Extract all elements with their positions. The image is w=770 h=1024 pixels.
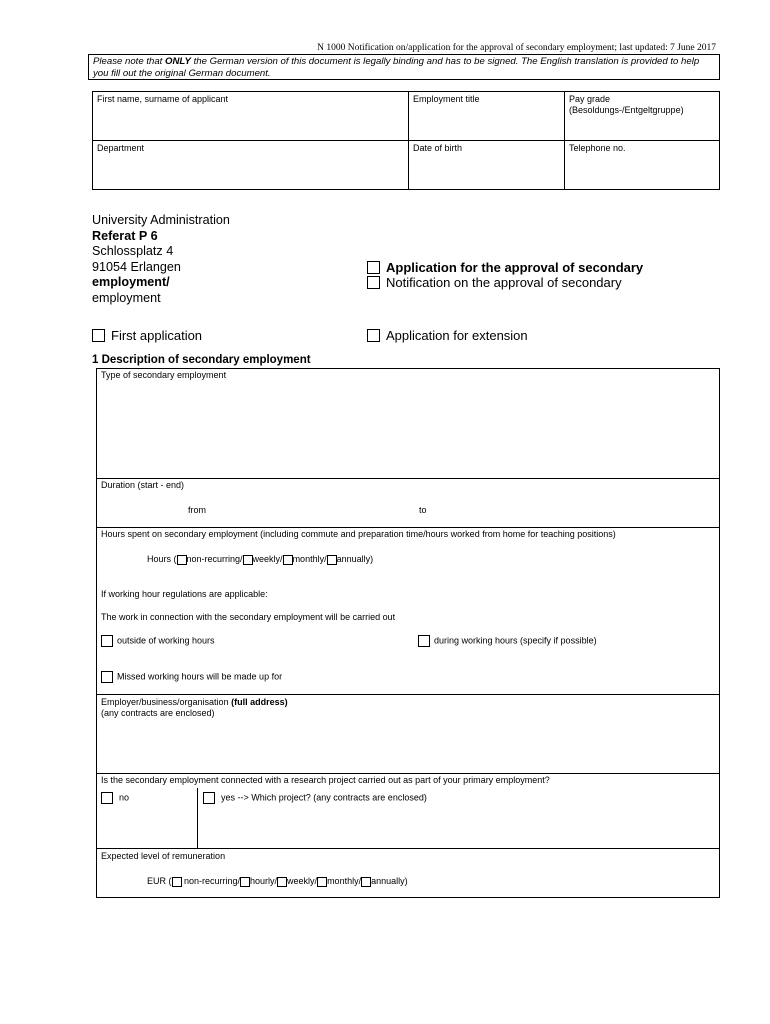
hours-option: annually)	[336, 554, 374, 564]
hours-field[interactable]	[147, 554, 373, 565]
hours-spent-label: Hours spent on secondary employment (including commute and preparation time/hours worked from home for teaching positions)	[101, 529, 616, 539]
divider	[96, 694, 720, 695]
note-text-2: the German version of this document is legally binding and has to be signed. The English translation is provided to help you fill out the original German document.	[93, 56, 700, 79]
no-option[interactable]	[101, 792, 129, 804]
recipient-address	[92, 213, 230, 306]
eur-prefix: EUR (	[147, 876, 172, 886]
checkbox-icon[interactable]	[92, 329, 105, 342]
yes-option[interactable]	[203, 792, 427, 804]
option-label: Missed working hours will be made up for	[117, 671, 283, 682]
eur-option: non-recurring/	[181, 876, 241, 886]
checkbox-icon[interactable]	[101, 792, 113, 804]
divider	[96, 527, 720, 528]
employer-label: Employer/business/organisation	[101, 697, 232, 707]
option-label: Application for extension	[386, 328, 528, 343]
checkbox-icon[interactable]	[327, 555, 337, 565]
option-label: during working hours (specify if possible)	[434, 635, 597, 646]
checkbox-icon[interactable]	[101, 635, 113, 647]
research-question: Is the secondary employment connected with a research project carried out as part of your primary employment?	[101, 775, 550, 785]
checkbox-icon[interactable]	[240, 877, 250, 887]
divider	[96, 848, 720, 849]
hours-prefix: Hours (	[147, 554, 177, 564]
checkbox-icon[interactable]	[418, 635, 430, 647]
option-label: yes --> Which project? (any contracts are enclosed)	[221, 792, 427, 803]
address-line: Referat P 6	[92, 228, 158, 243]
section1-table	[96, 368, 720, 898]
eur-option: monthly/	[327, 876, 362, 886]
to-field[interactable]: to	[419, 505, 427, 515]
hours-option: weekly/	[252, 554, 283, 564]
outside-option[interactable]	[101, 635, 215, 647]
option-label: First application	[111, 328, 203, 343]
checkbox-icon[interactable]	[367, 276, 380, 289]
divider	[197, 788, 198, 848]
translation-note	[88, 54, 720, 80]
option-label: Notification on the approval of secondary	[386, 275, 622, 290]
during-option[interactable]	[418, 635, 597, 647]
option-label: Application for the approval of secondary	[386, 260, 644, 275]
checkbox-icon[interactable]	[243, 555, 253, 565]
address-line: employment/	[92, 275, 170, 289]
note-only: ONLY	[165, 56, 191, 67]
contracts-label: (any contracts are enclosed)	[101, 708, 215, 718]
eur-option: hourly/	[250, 876, 278, 886]
eur-option: annually)	[371, 876, 408, 886]
address-line: University Administration	[92, 213, 230, 227]
checkbox-icon[interactable]	[177, 555, 187, 565]
extension-option[interactable]	[367, 328, 528, 343]
employer-field[interactable]	[101, 697, 288, 719]
checkbox-icon[interactable]	[317, 877, 327, 887]
address-line: 91054 Erlangen	[92, 259, 181, 274]
remuneration-field[interactable]	[147, 876, 408, 887]
full-address-label: (full address)	[231, 697, 288, 707]
missed-hours-option[interactable]	[101, 671, 282, 683]
section-title: 1 Description of secondary employment	[92, 354, 311, 366]
option-label: outside of working hours	[117, 635, 215, 646]
application-option[interactable]	[367, 260, 643, 275]
department-field[interactable]: Department	[97, 143, 145, 153]
checkbox-icon[interactable]	[203, 792, 215, 804]
pay-grade-field[interactable]: Pay grade (Besoldungs-/Entgeltgruppe)	[569, 94, 684, 115]
note-text-1: Please note that	[93, 56, 166, 67]
hours-option: non-recurring/	[186, 554, 243, 564]
remuneration-label: Expected level of remuneration	[101, 851, 226, 861]
checkbox-icon[interactable]	[172, 877, 182, 887]
employment-title-field[interactable]: Employment title	[413, 94, 480, 104]
eur-option: weekly/	[287, 876, 318, 886]
divider	[92, 140, 720, 141]
name-field[interactable]: First name, surname of applicant	[97, 94, 229, 104]
telephone-field[interactable]: Telephone no.	[569, 143, 626, 153]
type-field[interactable]: Type of secondary employment	[101, 370, 227, 380]
option-label: no	[119, 792, 130, 803]
checkbox-icon[interactable]	[277, 877, 287, 887]
first-application-option[interactable]	[92, 328, 202, 343]
divider	[96, 773, 720, 774]
hours-option: monthly/	[292, 554, 327, 564]
checkbox-icon[interactable]	[283, 555, 293, 565]
address-line: Schlossplatz 4	[92, 244, 174, 258]
duration-label: Duration (start - end)	[101, 480, 185, 490]
dob-field[interactable]: Date of birth	[413, 143, 463, 153]
carried-out-label: The work in connection with the secondary employment will be carried out	[101, 612, 396, 622]
checkbox-icon[interactable]	[367, 329, 380, 342]
divider	[96, 478, 720, 479]
notification-option[interactable]	[367, 275, 622, 290]
address-line: employment	[92, 290, 161, 305]
checkbox-icon[interactable]	[101, 671, 113, 683]
checkbox-icon[interactable]	[361, 877, 371, 887]
from-field[interactable]: from	[188, 505, 206, 515]
checkbox-icon[interactable]	[367, 261, 380, 274]
document-header: N 1000 Notification on/application for the approval of secondary employment; last updated: 7 June 2017	[317, 43, 716, 53]
regulations-label: If working hour regulations are applicable:	[101, 589, 268, 599]
